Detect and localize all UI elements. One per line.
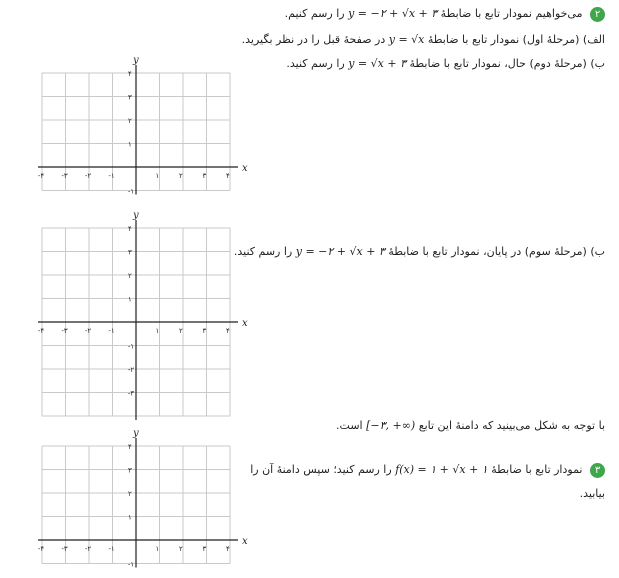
x-tick-label: -۱ bbox=[108, 172, 115, 180]
x-tick-label: ۳ bbox=[202, 545, 207, 553]
domain-interval: [−۳, +∞) bbox=[366, 419, 416, 432]
x-tick-label: -۴ bbox=[38, 172, 45, 180]
y-tick-label: ۳ bbox=[128, 93, 132, 102]
x-tick-label: -۳ bbox=[61, 327, 68, 335]
grid-svg-2 bbox=[30, 210, 248, 415]
x-tick-label: -۲ bbox=[85, 327, 92, 335]
x-tick-label: -۳ bbox=[61, 172, 68, 180]
coordinate-grid-2 bbox=[30, 210, 248, 419]
x-tick-label: ۴ bbox=[226, 545, 230, 553]
y-tick-label: ۲ bbox=[128, 117, 132, 125]
y-tick-label: ۳ bbox=[128, 248, 132, 257]
domain-note-start: با توجه به شکل می‌بینید که دامنهٔ این تابع bbox=[418, 419, 605, 432]
y-tick-label: ۱ bbox=[128, 140, 132, 149]
y-tick-label: ۱ bbox=[128, 513, 132, 522]
y-tick-label: -۳ bbox=[128, 389, 135, 398]
x-tick-label: -۱ bbox=[108, 327, 115, 335]
part-c-label: ب) (مرحلهٔ سوم) در پایان، نمودار تابع با ضابطهٔ bbox=[388, 245, 605, 258]
part-a-end: در صفحهٔ قبل را در نظر بگیرید. bbox=[241, 33, 386, 46]
x-tick-label: ۴ bbox=[226, 327, 230, 335]
x-tick-label: ۲ bbox=[179, 172, 183, 180]
y-tick-label: ۲ bbox=[128, 490, 132, 498]
y-axis-label: y bbox=[133, 55, 139, 66]
problem2-part-b bbox=[286, 56, 605, 72]
y-tick-label: ۱ bbox=[128, 295, 132, 304]
x-tick-label: ۱ bbox=[155, 545, 160, 553]
problem3-text-start: نمودار تابع با ضابطهٔ bbox=[491, 463, 583, 476]
problem3-text bbox=[250, 462, 605, 478]
y-tick-label: ۲ bbox=[128, 272, 132, 280]
part-b-formula: y = √x + ۳ bbox=[348, 57, 406, 70]
x-tick-label: -۳ bbox=[61, 545, 68, 553]
x-axis-label: x bbox=[242, 318, 248, 329]
problem-number-badge: ۲ bbox=[590, 7, 605, 22]
x-axis-label: x bbox=[242, 163, 248, 174]
x-tick-label: ۱ bbox=[155, 172, 160, 180]
part-c-formula: y = −۲ + √x + ۳ bbox=[295, 245, 385, 258]
x-tick-label: -۴ bbox=[38, 327, 45, 335]
x-tick-label: -۱ bbox=[108, 545, 115, 553]
x-tick-label: ۳ bbox=[202, 327, 207, 335]
part-b-label: ب) (مرحلهٔ دوم) حال، نمودار تابع با ضابطهٔ bbox=[409, 57, 605, 70]
part-c-end: را رسم کنید. bbox=[233, 245, 293, 258]
x-tick-label: ۴ bbox=[226, 172, 230, 180]
coordinate-grid-1 bbox=[30, 55, 248, 196]
problem-number-badge: ۳ bbox=[590, 463, 605, 478]
x-tick-label: ۱ bbox=[155, 327, 160, 335]
problem3-formula: f(x) = ۱ + √x + ۱ bbox=[395, 463, 488, 476]
y-tick-label: -۱ bbox=[128, 342, 135, 351]
y-tick-label: -۱ bbox=[128, 187, 135, 196]
problem3-text-end: را رسم کنید؛ سپس دامنهٔ آن را bbox=[250, 463, 392, 476]
problem3-line2 bbox=[580, 486, 605, 502]
problem2-part-a bbox=[242, 32, 605, 48]
x-tick-label: ۳ bbox=[202, 172, 207, 180]
x-axis-label: x bbox=[242, 536, 248, 547]
grid-svg-3 bbox=[30, 428, 248, 573]
intro-text: می‌خواهیم نمودار تابع با ضابطهٔ bbox=[440, 7, 583, 20]
y-tick-label: ۳ bbox=[128, 466, 132, 475]
grid-svg-1 bbox=[30, 55, 248, 196]
x-tick-label: ۲ bbox=[179, 545, 183, 553]
y-tick-label: ۴ bbox=[128, 443, 132, 451]
intro-formula: y = −۲ + √x + ۳ bbox=[348, 7, 438, 20]
y-tick-label: ۴ bbox=[128, 70, 132, 78]
y-tick-label: -۲ bbox=[128, 366, 135, 374]
problem2-part-c bbox=[234, 244, 605, 260]
y-tick-label: -۱ bbox=[128, 560, 135, 569]
x-tick-label: -۲ bbox=[85, 172, 92, 180]
y-tick-label: ۴ bbox=[128, 225, 132, 233]
x-tick-label: ۲ bbox=[179, 327, 183, 335]
part-a-label: الف) (مرحلهٔ اول) نمودار تابع با ضابطهٔ bbox=[427, 33, 605, 46]
y-axis-label: y bbox=[133, 210, 139, 221]
problem2-intro bbox=[285, 6, 605, 22]
coordinate-grid-3 bbox=[30, 428, 248, 577]
domain-note-end: است. bbox=[336, 419, 363, 432]
intro-end: را رسم کنیم. bbox=[284, 7, 345, 20]
x-tick-label: -۴ bbox=[38, 545, 45, 553]
problem3-line2-text: بیابید. bbox=[579, 487, 605, 500]
y-axis-label: y bbox=[133, 428, 139, 439]
domain-note bbox=[336, 418, 605, 434]
x-tick-label: -۲ bbox=[85, 545, 92, 553]
part-b-end: را رسم کنید. bbox=[286, 57, 345, 70]
part-a-formula: y = √x bbox=[388, 33, 425, 46]
